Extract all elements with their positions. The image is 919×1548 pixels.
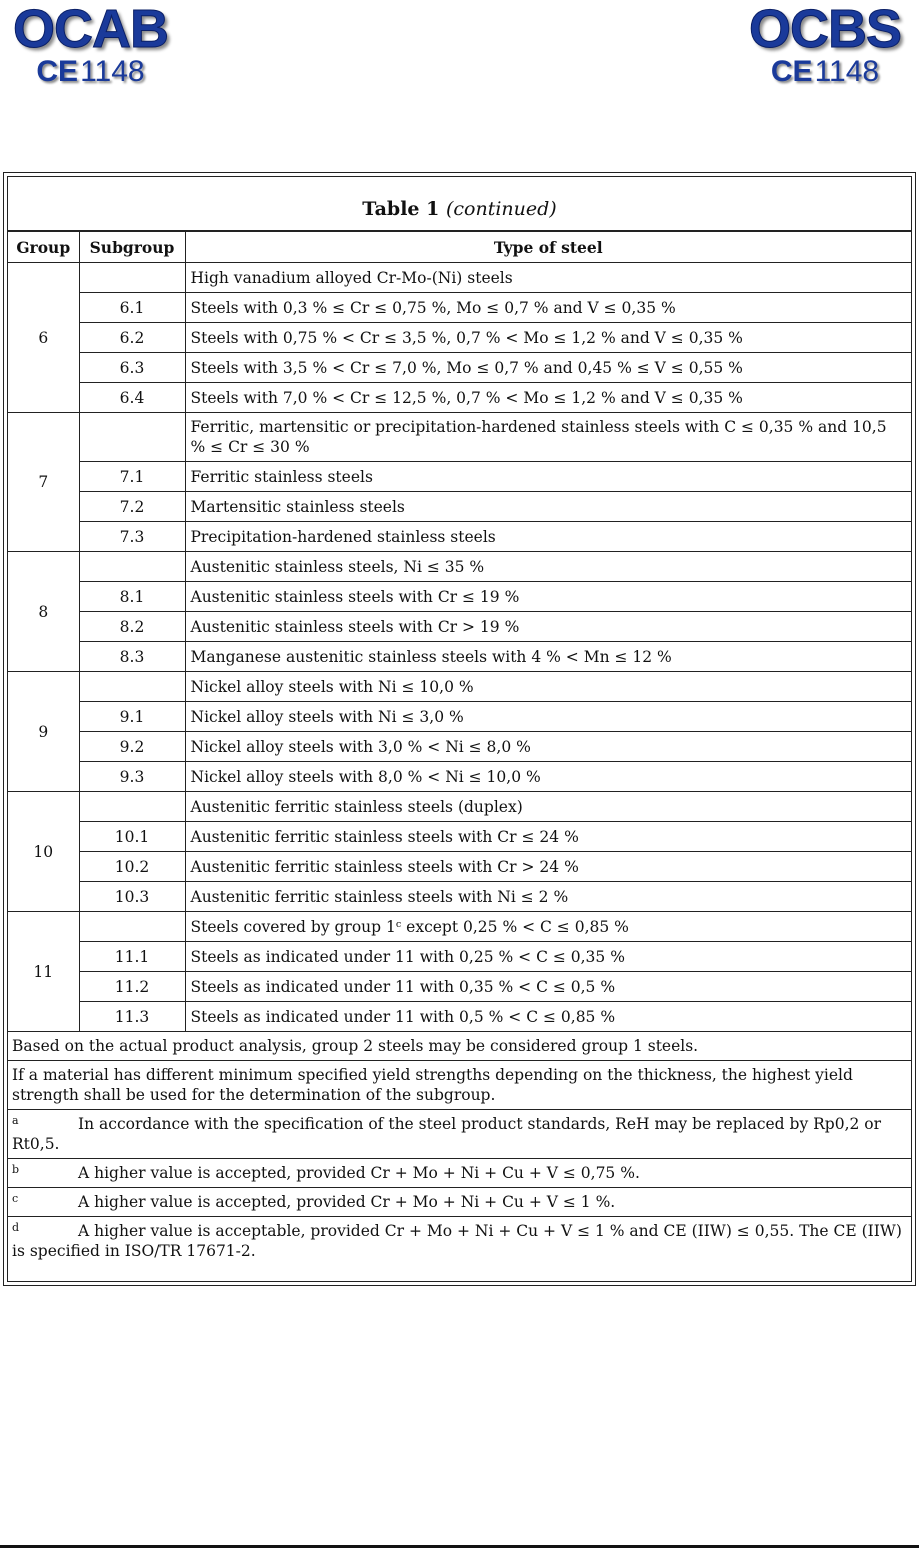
table-row	[8, 642, 911, 672]
table-row	[8, 323, 911, 353]
footnote	[8, 1159, 911, 1188]
table-row	[8, 293, 911, 323]
type-cell: Steels covered by group 1ᶜ except 0,25 % < C ≤ 0,85 %	[185, 912, 911, 942]
notes-body	[8, 1032, 911, 1266]
type-cell: Austenitic ferritic stainless steels with Cr ≤ 24 %	[185, 822, 911, 852]
footnote-key: c	[12, 1192, 19, 1205]
table-title-sub: (continued)	[445, 198, 557, 220]
table-row	[8, 672, 911, 702]
group-cell: 10	[8, 792, 79, 912]
type-cell: Steels as indicated under 11 with 0,35 % < C ≤ 0,5 %	[185, 972, 911, 1002]
footnote	[8, 1110, 911, 1159]
subgroup-cell: 9.2	[79, 732, 185, 762]
subgroup-cell: 6.3	[79, 353, 185, 383]
subgroup-cell	[79, 413, 185, 462]
subgroup-cell	[79, 263, 185, 293]
subgroup-cell	[79, 552, 185, 582]
type-cell: Nickel alloy steels with 3,0 % < Ni ≤ 8,0 %	[185, 732, 911, 762]
footnote-row	[8, 1188, 911, 1217]
subgroup-cell: 10.2	[79, 852, 185, 882]
footnote-text: A higher value is accepted, provided Cr + Mo + Ni + Cu + V ≤ 1 %.	[78, 1193, 616, 1211]
type-cell: Ferritic stainless steels	[185, 462, 911, 492]
table-row	[8, 792, 911, 822]
footnote-row	[8, 1110, 911, 1159]
subgroup-cell: 6.2	[79, 323, 185, 353]
subgroup-cell: 11.3	[79, 1002, 185, 1032]
type-cell: Nickel alloy steels with Ni ≤ 10,0 %	[185, 672, 911, 702]
footnote-key: b	[12, 1163, 20, 1176]
table-row	[8, 383, 911, 413]
logo-ocbs-name: OCBS	[748, 0, 901, 59]
ce-mark-right	[744, 56, 906, 88]
subgroup-cell	[79, 672, 185, 702]
group-cell: 7	[8, 413, 79, 552]
ce-icon: CE	[770, 55, 813, 88]
ce-mark-left	[8, 56, 173, 88]
subgroup-cell: 9.3	[79, 762, 185, 792]
subgroup-cell: 11.2	[79, 972, 185, 1002]
type-cell: Manganese austenitic stainless steels with 4 % < Mn ≤ 12 %	[185, 642, 911, 672]
footnote-key: d	[12, 1221, 20, 1234]
table-frame	[3, 172, 916, 1286]
group-cell: 9	[8, 672, 79, 792]
subgroup-cell: 8.2	[79, 612, 185, 642]
subgroup-cell: 6.4	[79, 383, 185, 413]
note-text: Based on the actual product analysis, group 2 steels may be considered group 1 steels.	[8, 1032, 911, 1061]
table-title	[8, 177, 911, 231]
table-row	[8, 263, 911, 293]
table-row	[8, 762, 911, 792]
footnote	[8, 1188, 911, 1217]
subgroup-cell: 6.1	[79, 293, 185, 323]
type-cell: Austenitic stainless steels with Cr > 19 %	[185, 612, 911, 642]
table-row	[8, 492, 911, 522]
table-row	[8, 413, 911, 462]
type-cell: Nickel alloy steels with Ni ≤ 3,0 %	[185, 702, 911, 732]
note-row	[8, 1032, 911, 1061]
table-row	[8, 912, 911, 942]
footnote-text: A higher value is acceptable, provided Cr + Mo + Ni + Cu + V ≤ 1 % and CE (IIW) ≤ 0,55. The CE (IIW) is specified in ISO/TR 17671-2.	[12, 1222, 902, 1260]
group-cell: 6	[8, 263, 79, 413]
type-cell: Steels with 0,75 % < Cr ≤ 3,5 %, 0,7 % < Mo ≤ 1,2 % and V ≤ 0,35 %	[185, 323, 911, 353]
logo-ocbs	[744, 0, 906, 88]
footnote-row	[8, 1159, 911, 1188]
type-cell: Steels as indicated under 11 with 0,5 % < C ≤ 0,85 %	[185, 1002, 911, 1032]
type-cell: Steels with 0,3 % ≤ Cr ≤ 0,75 %, Mo ≤ 0,7 % and V ≤ 0,35 %	[185, 293, 911, 323]
table-row	[8, 462, 911, 492]
type-cell: High vanadium alloyed Cr-Mo-(Ni) steels	[185, 263, 911, 293]
subgroup-cell: 7.2	[79, 492, 185, 522]
type-cell: Austenitic stainless steels, Ni ≤ 35 %	[185, 552, 911, 582]
header-row	[8, 232, 911, 263]
table-row	[8, 972, 911, 1002]
table-row	[8, 822, 911, 852]
footnote-text: A higher value is accepted, provided Cr + Mo + Ni + Cu + V ≤ 0,75 %.	[78, 1164, 640, 1182]
table-body	[8, 263, 911, 1032]
steel-group-table	[8, 231, 911, 1265]
note-text: If a material has different minimum specified yield strengths depending on the thickness, the highest yield strength shall be used for the determination of the subgroup.	[8, 1061, 911, 1110]
subgroup-cell: 10.3	[79, 882, 185, 912]
type-cell: Precipitation-hardened stainless steels	[185, 522, 911, 552]
subgroup-cell	[79, 792, 185, 822]
footnote-row	[8, 1217, 911, 1266]
footnote	[8, 1217, 911, 1266]
subgroup-cell: 11.1	[79, 942, 185, 972]
subgroup-cell: 7.1	[79, 462, 185, 492]
table-row	[8, 732, 911, 762]
table-row	[8, 942, 911, 972]
table-row	[8, 1002, 911, 1032]
table-row	[8, 702, 911, 732]
table-row	[8, 882, 911, 912]
ce-number-left: 1148	[80, 55, 145, 88]
header-type: Type of steel	[185, 232, 911, 263]
table-row	[8, 612, 911, 642]
note-row	[8, 1061, 911, 1110]
logo-ocab	[8, 0, 173, 88]
ce-number-right: 1148	[814, 55, 880, 88]
header-group: Group	[8, 232, 79, 263]
table-row	[8, 353, 911, 383]
subgroup-cell: 7.3	[79, 522, 185, 552]
table-row	[8, 852, 911, 882]
type-cell: Steels with 7,0 % < Cr ≤ 12,5 %, 0,7 % < Mo ≤ 1,2 % and V ≤ 0,35 %	[185, 383, 911, 413]
group-cell: 11	[8, 912, 79, 1032]
type-cell: Austenitic ferritic stainless steels with Ni ≤ 2 %	[185, 882, 911, 912]
table-title-main: Table 1	[362, 198, 440, 220]
subgroup-cell: 10.1	[79, 822, 185, 852]
type-cell: Nickel alloy steels with 8,0 % < Ni ≤ 10,0 %	[185, 762, 911, 792]
footnote-text: In accordance with the specification of the steel product standards, ReH may be replaced by Rp0,2 or Rt0,5.	[12, 1115, 882, 1153]
type-cell: Steels as indicated under 11 with 0,25 % < C ≤ 0,35 %	[185, 942, 911, 972]
table-row	[8, 522, 911, 552]
type-cell: Steels with 3,5 % < Cr ≤ 7,0 %, Mo ≤ 0,7 % and 0,45 % ≤ V ≤ 0,55 %	[185, 353, 911, 383]
type-cell: Austenitic stainless steels with Cr ≤ 19 %	[185, 582, 911, 612]
subgroup-cell: 8.3	[79, 642, 185, 672]
table-row	[8, 582, 911, 612]
footnote-key: a	[12, 1114, 19, 1127]
header-subgroup: Subgroup	[79, 232, 185, 263]
logo-ocab-name: OCAB	[13, 0, 168, 59]
type-cell: Ferritic, martensitic or precipitation-hardened stainless steels with C ≤ 0,35 % and 10,5 % ≤ Cr ≤ 30 %	[185, 413, 911, 462]
type-cell: Austenitic ferritic stainless steels with Cr > 24 %	[185, 852, 911, 882]
table-row	[8, 552, 911, 582]
type-cell: Martensitic stainless steels	[185, 492, 911, 522]
subgroup-cell: 9.1	[79, 702, 185, 732]
subgroup-cell: 8.1	[79, 582, 185, 612]
ce-icon: CE	[36, 55, 79, 88]
group-cell: 8	[8, 552, 79, 672]
type-cell: Austenitic ferritic stainless steels (duplex)	[185, 792, 911, 822]
subgroup-cell	[79, 912, 185, 942]
